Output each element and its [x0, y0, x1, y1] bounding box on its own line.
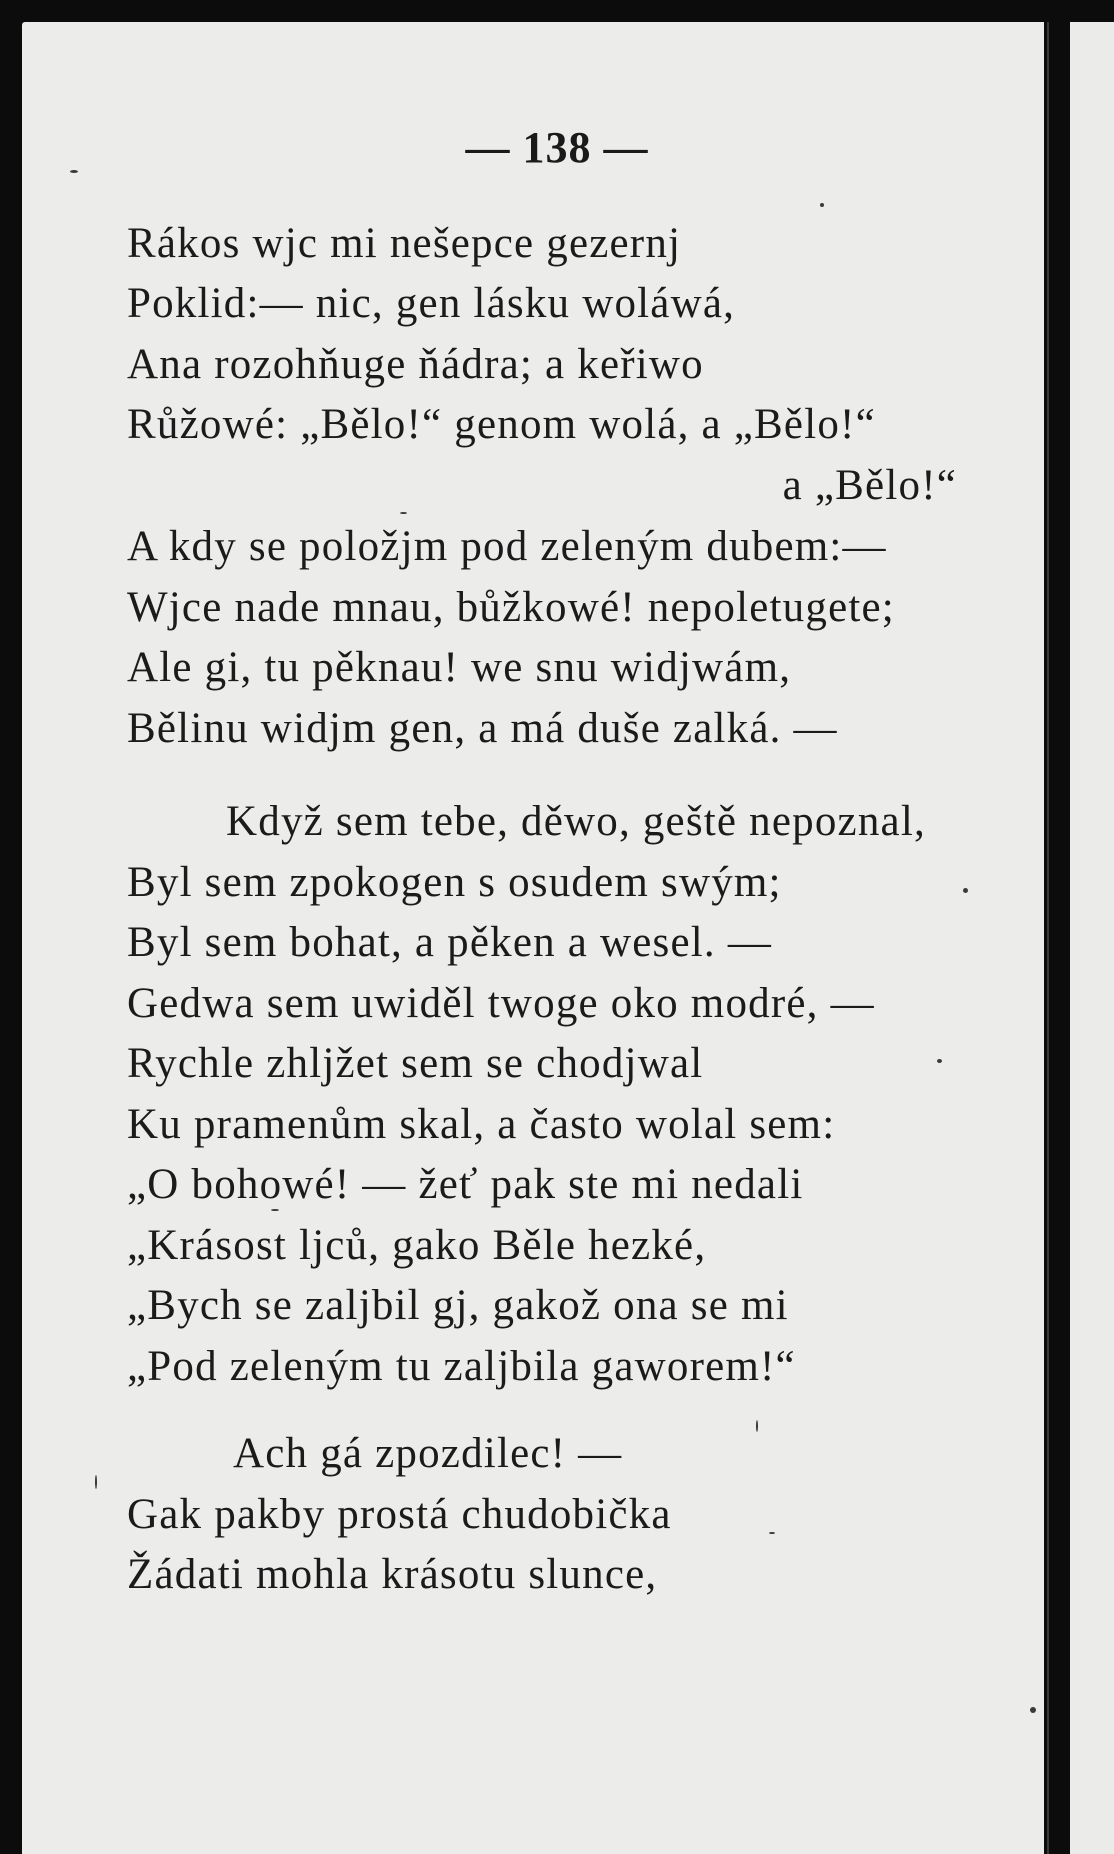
- ink-speck: [400, 512, 407, 514]
- poem-line: Ana rozohňuge ňádra; a keřiwo: [127, 341, 704, 388]
- ink-speck: [756, 1420, 758, 1432]
- poem-line: „Bych se zaljbil gj, gakož ona se mi: [127, 1282, 789, 1329]
- ink-speck: [95, 1475, 97, 1489]
- page-number: — 138 —: [465, 123, 649, 172]
- page-edge: [1047, 22, 1049, 1854]
- poem-line: Byl sem zpokogen s osudem swým;: [127, 859, 782, 906]
- poem-line: Rákos wjc mi nešepce gezernj: [127, 220, 682, 267]
- poem-line: Žádati mohla krásotu slunce,: [127, 1551, 658, 1598]
- ink-speck: [937, 1059, 942, 1063]
- poem-line: Ale gi, tu pěknau! we snu widjwám,: [127, 644, 792, 691]
- adjacent-page-strip: [1070, 22, 1114, 1854]
- poem-line: A kdy se položjm pod zeleným dubem:—: [127, 523, 887, 570]
- poem-line: Wjce nade mnau, bůžkowé! nepoletugete;: [127, 584, 895, 631]
- ink-speck: [963, 888, 968, 893]
- poem-line: Rychle zhljžet sem se chodjwal: [127, 1040, 704, 1087]
- poem-line: Růžowé: „Bělo!“ genom wolá, a „Bělo!“: [127, 401, 876, 448]
- poem-line: Byl sem bohat, a pěken a wesel. —: [127, 919, 773, 966]
- ink-speck: [271, 1209, 279, 1211]
- poem-line: Ku pramenům skal, a často wolal sem:: [127, 1101, 836, 1148]
- poem-line: Gak pakby prostá chudobička: [127, 1491, 672, 1538]
- ink-speck: [820, 203, 824, 207]
- poem-line: „Pod zeleným tu zaljbila gaworem!“: [127, 1343, 796, 1390]
- poem-line: Gedwa sem uwiděl twoge oko modré, —: [127, 980, 875, 1027]
- poem-line: Bělinu widjm gen, a má duše zalká. —: [127, 705, 838, 752]
- ink-speck: [769, 1532, 775, 1534]
- poem-line-continuation: a „Bělo!“: [782, 462, 957, 509]
- poem-line-indented: Ach gá zpozdilec! —: [233, 1430, 623, 1477]
- poem-line: „Krásost ljců, gako Běle hezké,: [127, 1222, 707, 1269]
- poem-line: Poklid:— nic, gen lásku woláwá,: [127, 280, 736, 327]
- poem-line: „O bohowé! — žeť pak ste mi nedali: [127, 1161, 804, 1208]
- ink-speck: [1030, 1707, 1036, 1713]
- poem-line-indented: Když sem tebe, děwo, geště nepoznal,: [226, 798, 926, 845]
